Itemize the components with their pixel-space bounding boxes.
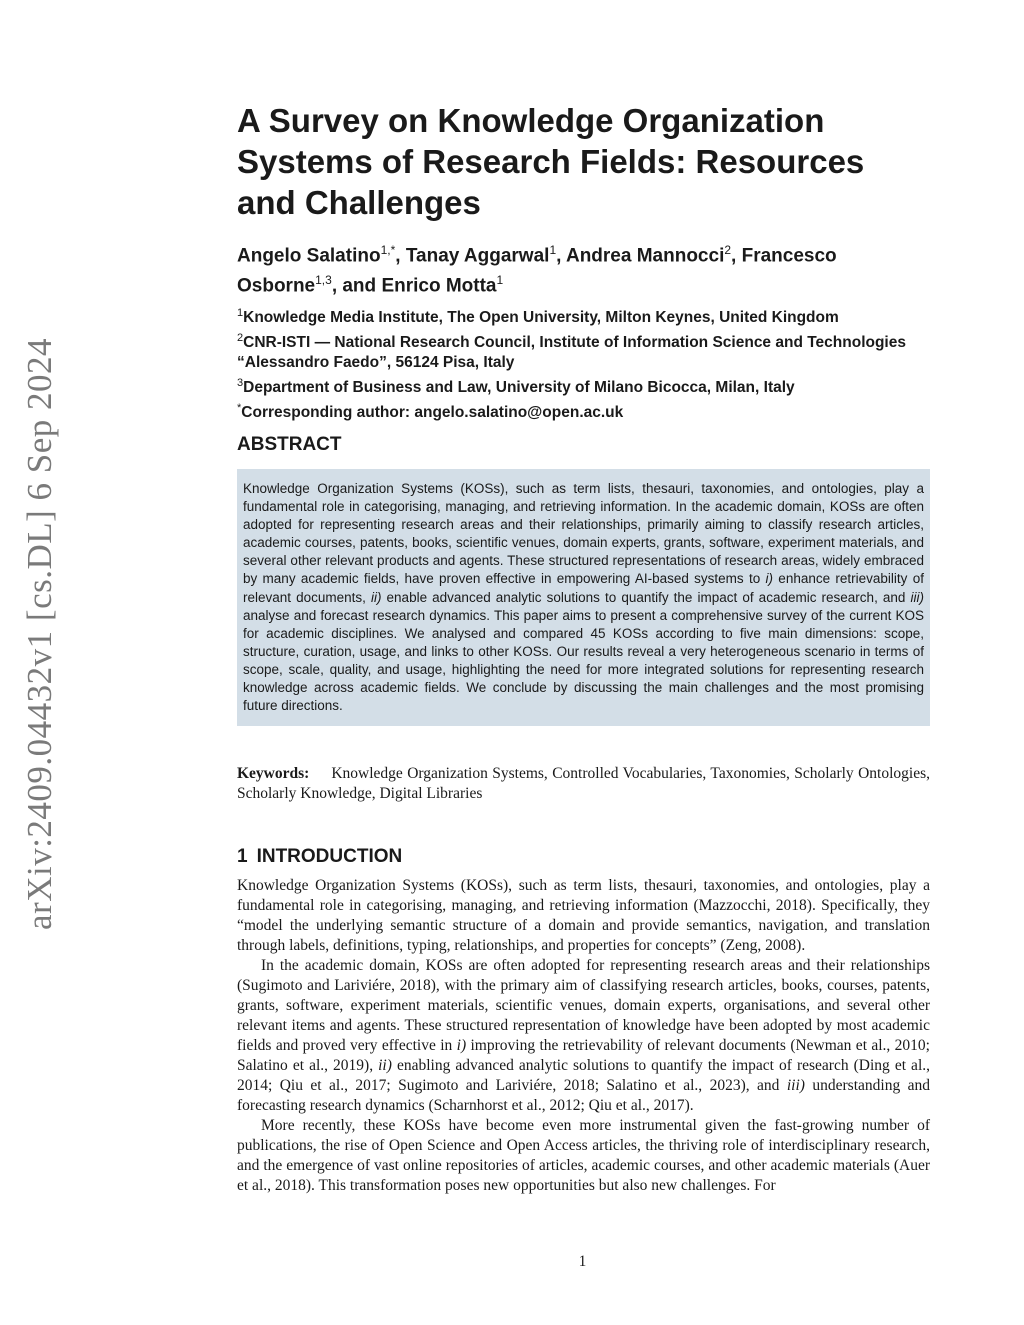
body-paragraph: Knowledge Organization Systems (KOSs), such as term lists, thesauri, taxonomies, and ontologies, play a fundamental role in categorising, managing, and retrieving information (Mazzocchi, 2018). Specifically, they “model the underlying semantic structure of a domain and provide semantics, navigation, and translation through labels, definitions, typing, relationships, and properties for concepts” (Zeng, 2008). xyxy=(237,877,930,954)
author-name: Francesco Osborne xyxy=(237,245,837,297)
abstract-text-segment: enable advanced analytic solutions to quantify the impact of academic research, and xyxy=(381,589,911,605)
affiliation-mark: 1 xyxy=(237,307,244,319)
affiliation-item xyxy=(237,303,930,328)
author-name: Enrico Motta xyxy=(381,275,497,297)
paragraph-segment: improving the retrievability of relevant documents (Newman et al., 2010; Salatino et al., 2019), xyxy=(237,1037,930,1074)
affiliation-item xyxy=(237,328,930,373)
enum-marker: ii) xyxy=(378,1057,392,1074)
corresponding-author-text: Corresponding author: angelo.salatino@open.ac.uk xyxy=(241,404,624,422)
section-number: 1 xyxy=(237,846,248,867)
affiliation-text: CNR-ISTI — National Research Council, Institute of Information Science and Technologies “Alessandro Faedo”, 56124 Pisa, Italy xyxy=(237,334,906,372)
affiliation-mark: 3 xyxy=(237,377,244,390)
body-paragraph xyxy=(237,956,930,1116)
affiliation-text: Knowledge Media Institute, The Open University, Milton Keynes, United Kingdom xyxy=(243,309,839,327)
affiliation-mark: 2 xyxy=(237,332,244,345)
abstract-text-segment: enhance retrievability of relevant documents, xyxy=(243,571,924,605)
paper-title: A Survey on Knowledge Organization Systems of Research Fields: Resources and Challenges xyxy=(237,102,865,221)
body-paragraph: More recently, these KOSs have become even more instrumental given the fast-growing number of publications, the rise of Open Science and Open Access articles, the thriving role of interdisciplinary research, and the emergence of vast online repositories of articles, academic courses, and other academic materials (Auer et al., 2018). This transformation poses new opportunities but also new challenges. For xyxy=(237,1117,930,1194)
section-heading-introduction xyxy=(237,845,930,869)
abstract-enum-marker: ii) xyxy=(370,589,382,605)
author-name: Andrea Mannocci xyxy=(565,245,725,267)
enum-marker: i) xyxy=(456,1037,467,1054)
author-affiliation-marks: 1,3 xyxy=(315,273,332,288)
paragraph-segment: enabling advanced analytic solutions to quantify the impact of research (Ding et al., 2014; Qiu et al., 2017; Sugimoto and Lariviére, 2018; Salatino et al., 2023), and xyxy=(237,1057,930,1094)
author-separator: , xyxy=(731,245,742,267)
section-title: INTRODUCTION xyxy=(256,846,403,867)
arxiv-identifier-stamp: arXiv:2409.04432v1 [cs.DL] 6 Sep 2024 xyxy=(20,337,59,930)
page-number: 1 xyxy=(578,1253,587,1270)
author-separator: , xyxy=(556,245,566,267)
abstract-text-segment: analyse and forecast research dynamics. This paper aims to present a comprehensive survey of the current KOS for academic disciplines. We analysed and compared 45 KOSs according to five main dimensions: scope, structure, curation, usage, and links to other KOSs. Our results reveal a very heterogeneous scenario in terms of scope, scale, quality, and usage, highlighting the need for more integrated solutions for representing research knowledge across academic fields. We conclude by discussing the main challenges and the most promising future directions. xyxy=(243,607,924,714)
affiliation-item xyxy=(237,398,930,423)
author-name: Angelo Salatino xyxy=(237,245,381,267)
author-affiliation-marks: 2 xyxy=(724,243,732,257)
abstract-text-segment: Knowledge Organization Systems (KOSs), such as term lists, thesauri, taxonomies, and ontologies, play a fundamental role in categorising, managing, and retrieving information. In the academic domain, KOSs are often adopted for representing research areas and their relationships, primarily aiming to classify research articles, academic courses, patents, books, scientific venues, domain experts, grants, software, experiment materials, and several other relevant products and agents. These structured representations of research areas, widely embraced by many academic fields, have proven effective in empowering AI-based systems to xyxy=(243,481,924,587)
keywords xyxy=(237,764,930,804)
affiliation-list xyxy=(237,303,930,424)
abstract-text xyxy=(243,480,924,715)
author-affiliation-marks: 1 xyxy=(549,243,557,257)
author-name: Tanay Aggarwal xyxy=(405,245,550,267)
abstract-heading: ABSTRACT xyxy=(237,434,342,455)
introduction-body xyxy=(237,876,930,1196)
enum-marker: iii) xyxy=(786,1077,805,1094)
affiliation-text: Department of Business and Law, University of Milano Bicocca, Milan, Italy xyxy=(243,379,795,397)
keywords-label: Keywords: xyxy=(237,765,310,782)
abstract-enum-marker: i) xyxy=(765,571,774,587)
paragraph-segment: understanding and forecasting research dynamics (Scharnhorst et al., 2012; Qiu et al., 2017). xyxy=(237,1077,930,1114)
paragraph-segment: In the academic domain, KOSs are often adopted for representing research areas and their relationships (Sugimoto and Lariviére, 2018), with the primary aim of classifying research articles, books, courses, patents, grants, software, experiment materials, scientific venues, domain experts, organisations, and several other relevant items and agents. These structured representation of knowledge have been adopted by most academic fields and proved very effective in xyxy=(237,957,930,1054)
keywords-text: Knowledge Organization Systems, Controlled Vocabularies, Taxonomies, Scholarly Ontologies, Scholarly Knowledge, Digital Libraries xyxy=(237,765,930,802)
affiliation-item xyxy=(237,373,930,398)
author-list xyxy=(237,238,930,299)
abstract-box xyxy=(237,469,930,726)
abstract-enum-marker: iii) xyxy=(910,589,924,605)
author-affiliation-marks: 1 xyxy=(496,273,504,288)
affiliation-mark: * xyxy=(237,402,242,415)
author-affiliation-marks: 1,* xyxy=(380,243,396,257)
author-separator: , xyxy=(395,245,406,267)
author-separator: , and xyxy=(331,275,382,297)
